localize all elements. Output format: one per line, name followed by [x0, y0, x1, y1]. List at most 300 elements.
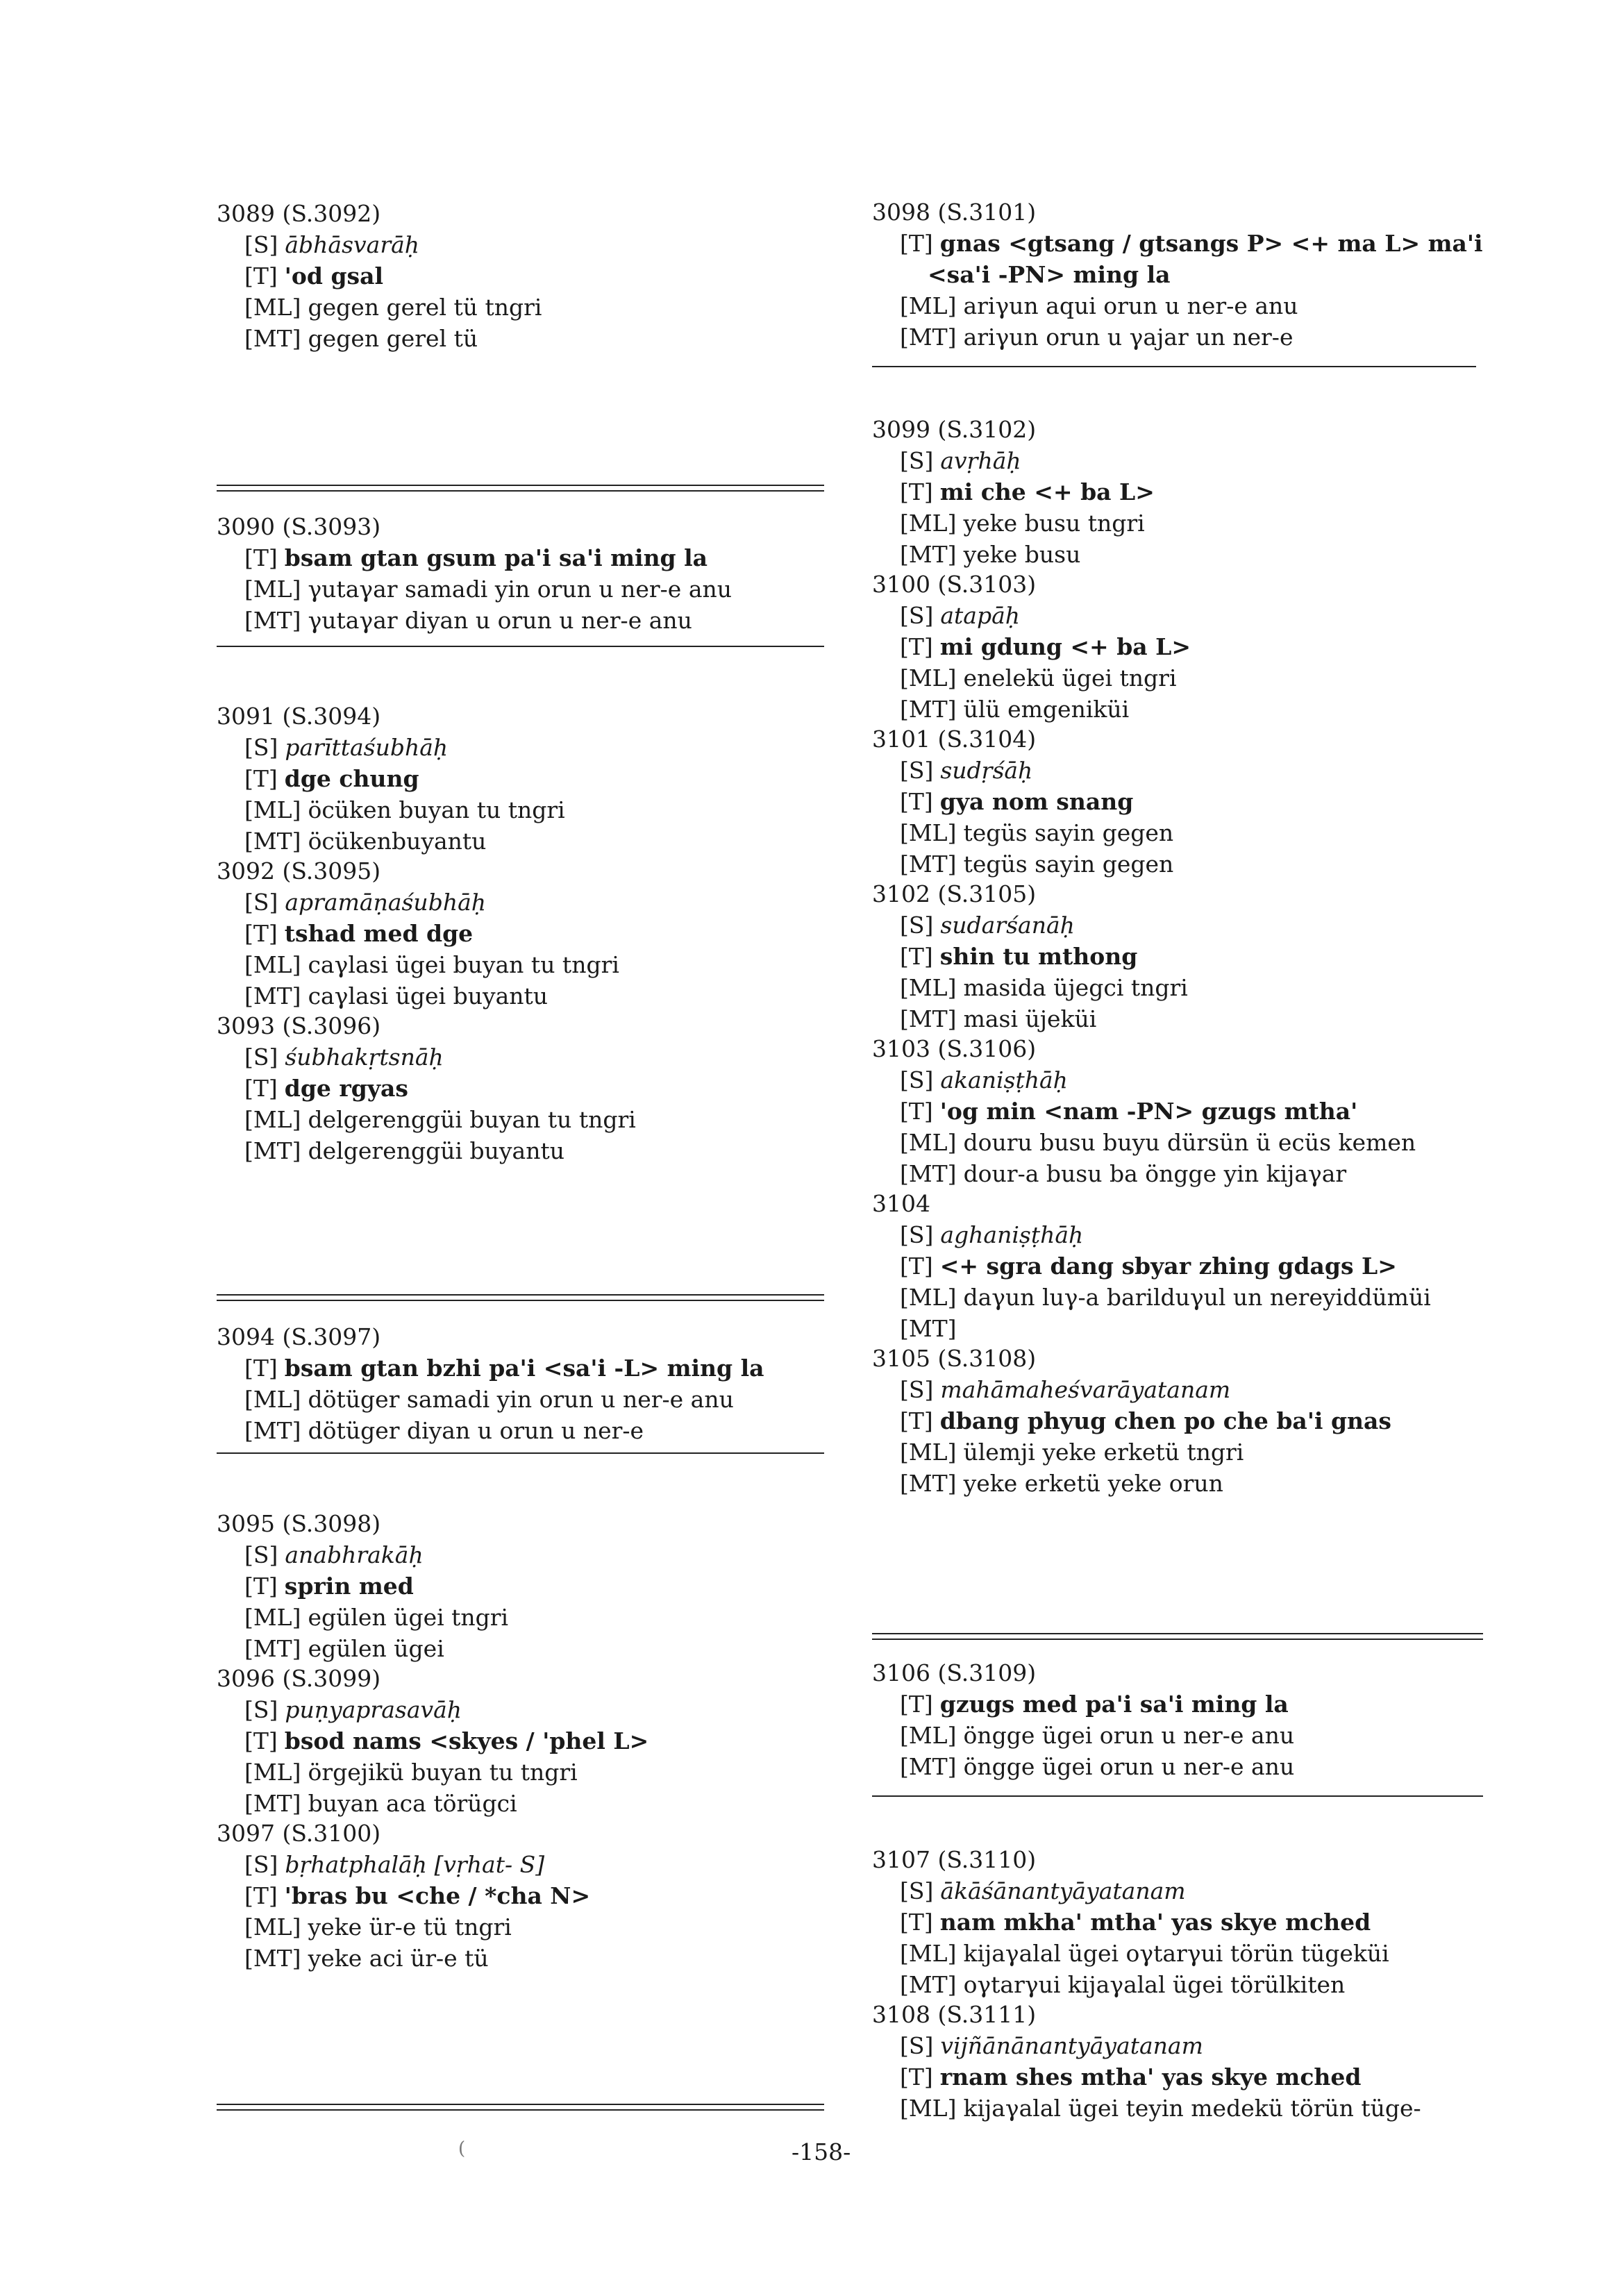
language-tag: [MT] [900, 1315, 957, 1342]
entry-text: öngge ügei orun u ner-e anu [963, 1722, 1295, 1749]
language-tag: [S] [244, 1541, 278, 1568]
entry-line [872, 1250, 1431, 1282]
language-tag: [ML] [900, 1129, 957, 1156]
entry-text: mi che <+ ba L> [939, 478, 1155, 505]
language-tag: [ML] [900, 664, 957, 692]
entry-text: akaniṣṭhāḥ [940, 1066, 1068, 1093]
entry-line [872, 1907, 1389, 1938]
entry-number: 3108 [872, 2001, 930, 2028]
entry-3089 [217, 198, 542, 354]
entry-reference: (S.3093) [282, 513, 381, 540]
entry-line [872, 817, 1173, 848]
entry-line [872, 1158, 1416, 1189]
language-tag: [ML] [244, 576, 301, 603]
entry-text: buyan aca törügci [308, 1790, 517, 1817]
entry-text: caγlasi ügei buyan tu tngri [308, 951, 619, 978]
entry-text: kijaγalal ügei oγtarγui törün tügeküi [963, 1940, 1389, 1967]
entry-3092 [217, 855, 619, 1012]
language-tag: [MT] [900, 850, 957, 878]
entry-line [217, 794, 565, 826]
language-tag: [T] [244, 1573, 278, 1600]
entry-3104 [872, 1188, 1431, 1344]
entry-reference: (S.3098) [282, 1510, 381, 1537]
language-tag: [S] [244, 1851, 278, 1878]
entry-line [217, 1849, 590, 1880]
entry-text: sudarśanāḥ [940, 912, 1075, 939]
entry-header [217, 701, 565, 732]
language-tag: [S] [900, 1877, 934, 1904]
entry-header [872, 878, 1188, 910]
entry-text: <+ sgra dang sbyar zhing gdags L> [939, 1252, 1397, 1280]
entry-number: 3089 [217, 200, 275, 227]
entry-line [217, 1415, 764, 1446]
language-tag: [S] [244, 734, 278, 761]
entry-line [872, 1282, 1431, 1313]
language-tag: [MT] [244, 1137, 301, 1164]
rule [217, 1452, 824, 1454]
language-tag: [S] [900, 1376, 934, 1403]
entry-line [217, 1725, 648, 1757]
language-tag: [T] [244, 1882, 278, 1909]
entry-text: <sa'i -PN> ming la [928, 261, 1171, 288]
entry-text: caγlasi ügei buyantu [308, 982, 549, 1009]
entry-line [217, 1943, 590, 1974]
language-tag: [MT] [244, 1790, 301, 1817]
entry-number: 3096 [217, 1665, 275, 1692]
entry-text: yeke busu [963, 541, 1081, 568]
entry-reference: (S.3095) [282, 857, 381, 885]
entry-line [217, 732, 565, 763]
language-tag: [ML] [900, 510, 957, 537]
entry-header [872, 1657, 1294, 1689]
entry-header [872, 414, 1155, 445]
entry-text: ülü emgeniküi [963, 696, 1130, 723]
entry-text: gzugs med pa'i sa'i ming la [939, 1691, 1289, 1718]
entry-line [217, 1633, 508, 1664]
entry-reference: (S.3106) [937, 1035, 1037, 1062]
entry-text: sprin med [284, 1573, 414, 1600]
scan-mark: ( [458, 2138, 466, 2159]
entry-number: 3105 [872, 1345, 930, 1372]
entry-line [217, 1041, 636, 1073]
entry-text: parīttaśubhāḥ [285, 734, 449, 761]
rule [217, 646, 824, 647]
language-tag: [MT] [900, 541, 957, 568]
entry-line [872, 755, 1173, 786]
language-tag: [T] [900, 478, 933, 505]
entry-line [217, 605, 732, 636]
entry-reference: (S.3109) [937, 1659, 1037, 1686]
language-tag: [ML] [900, 1722, 957, 1749]
entry-text: bsam gtan bzhi pa'i <sa'i -L> ming la [284, 1355, 764, 1382]
language-tag: [T] [244, 1355, 278, 1382]
language-tag: [MT] [244, 607, 301, 634]
language-tag: [MT] [244, 1417, 301, 1444]
entry-line [217, 1788, 648, 1819]
double-rule [217, 2104, 824, 2111]
entry-text: ābhāsvarāḥ [285, 231, 420, 258]
double-rule [217, 485, 824, 492]
entry-line [217, 542, 732, 573]
language-tag: [T] [900, 2063, 933, 2090]
language-tag: [MT] [244, 1635, 301, 1662]
language-tag: [ML] [244, 1386, 301, 1413]
language-tag: [ML] [900, 974, 957, 1001]
entry-text: egülen ügei [308, 1635, 444, 1662]
entry-reference: (S.3100) [282, 1820, 381, 1847]
entry-text: bṛhatphalāḥ [vṛhat- S] [285, 1851, 545, 1878]
language-tag: [MT] [900, 1753, 957, 1780]
entry-text: daγun luγ-a barilduγul un nereyiddümüi [963, 1284, 1431, 1311]
entry-line [217, 323, 542, 354]
entry-line [217, 826, 565, 857]
entry-line [217, 1073, 636, 1104]
double-rule [217, 1294, 824, 1301]
entry-text: atapāḥ [940, 602, 1021, 629]
entry-text: ülemji yeke erketü tngri [963, 1439, 1244, 1466]
language-tag: [MT] [900, 1005, 957, 1032]
entry-text: mahāmaheśvarāyatanam [940, 1376, 1231, 1403]
entry-text: öngge ügei orun u ner-e anu [963, 1753, 1295, 1780]
entry-3101 [872, 723, 1173, 880]
entry-text: 'og min <nam -PN> gzugs mtha' [939, 1098, 1358, 1125]
entry-reference: (S.3097) [282, 1323, 381, 1350]
entry-number: 3099 [872, 416, 930, 443]
entry-line [872, 1096, 1416, 1127]
language-tag: [S] [900, 1221, 934, 1248]
language-tag: [S] [900, 2032, 934, 2059]
entry-text: dge chung [284, 765, 419, 792]
entry-text: gegen gerel tü tngri [308, 294, 542, 321]
double-rule [872, 1633, 1483, 1640]
entry-line [217, 1135, 636, 1166]
entry-line [872, 1313, 1431, 1344]
entry-line [872, 941, 1188, 972]
entry-number: 3106 [872, 1659, 930, 1686]
entry-line [872, 1468, 1391, 1499]
entry-line [872, 539, 1155, 570]
entry-line [217, 1694, 648, 1725]
language-tag: [T] [244, 1727, 278, 1754]
entry-text: apramāṇaśubhāḥ [285, 889, 486, 916]
language-tag: [ML] [244, 951, 301, 978]
entry-line [872, 2093, 1421, 2124]
page-number: -158- [792, 2138, 851, 2165]
entry-reference: (S.3099) [282, 1665, 381, 1692]
entry-header [217, 511, 732, 542]
entry-3094 [217, 1321, 764, 1446]
language-tag: [ML] [900, 1284, 957, 1311]
entry-text: vijñānānantyāyatanam [940, 2032, 1203, 2059]
entry-text: kijaγalal ügei teyin medekü törün tüge- [963, 2095, 1421, 2122]
entry-line [217, 1570, 508, 1602]
language-tag: [ML] [900, 1940, 957, 1967]
entry-text: shin tu mthong [939, 943, 1138, 970]
entry-text: delgerenggüi buyan tu tngri [308, 1106, 636, 1133]
entry-text: bsam gtan gsum pa'i sa'i ming la [284, 544, 708, 571]
entry-reference: (S.3108) [937, 1345, 1037, 1372]
entry-line [872, 228, 1483, 259]
entry-line [217, 260, 542, 292]
language-tag: [T] [900, 1691, 933, 1718]
entry-reference: (S.3104) [937, 726, 1037, 753]
entry-text: ariγun orun u γajar un ner-e [963, 324, 1294, 351]
entry-line [217, 573, 732, 605]
entry-header [872, 196, 1483, 228]
language-tag: [T] [900, 788, 933, 815]
language-tag: [S] [900, 602, 934, 629]
entry-line [217, 1757, 648, 1788]
entry-header [872, 723, 1173, 755]
language-tag: [ML] [900, 819, 957, 846]
entry-line [872, 600, 1191, 631]
entry-3093 [217, 1010, 636, 1166]
language-tag: [S] [244, 1044, 278, 1071]
entry-line [872, 1689, 1294, 1720]
language-tag: [ML] [900, 1439, 957, 1466]
entry-text: rnam shes mtha' yas skye mched [939, 2063, 1362, 2090]
entry-3103 [872, 1033, 1416, 1189]
language-tag: [S] [244, 889, 278, 916]
language-tag: [ML] [900, 292, 957, 319]
entry-header [217, 1508, 508, 1539]
entry-text: śubhakṛtsnāḥ [285, 1044, 444, 1071]
entry-number: 3091 [217, 703, 275, 730]
entry-line [217, 918, 619, 949]
entry-text: örgejikü buyan tu tngri [308, 1759, 578, 1786]
entry-text: yeke busu tngri [963, 510, 1145, 537]
entry-number: 3098 [872, 199, 930, 226]
entry-header [217, 1321, 764, 1352]
entry-line [217, 1539, 508, 1570]
language-tag: [MT] [244, 325, 301, 352]
entry-number: 3100 [872, 571, 930, 598]
entry-line [872, 1751, 1294, 1782]
entry-number: 3103 [872, 1035, 930, 1062]
entry-text: yeke erketü yeke orun [963, 1470, 1223, 1497]
entry-header [872, 1999, 1421, 2030]
entry-number: 3101 [872, 726, 930, 753]
entry-text: masida üjegci tngri [963, 974, 1188, 1001]
entry-text: oγtarγui kijaγalal ügei törülkiten [963, 1971, 1346, 1998]
entry-text: aghaniṣṭhāḥ [940, 1221, 1084, 1248]
entry-reference: (S.3110) [937, 1846, 1037, 1873]
entry-text: dour-a busu ba öngge yin kijaγar [963, 1160, 1347, 1187]
entry-line [872, 1436, 1391, 1468]
language-tag: [T] [244, 920, 278, 947]
entry-3107 [872, 1844, 1389, 2000]
entry-line [872, 910, 1188, 941]
entry-line [872, 508, 1155, 539]
entry-reference: (S.3105) [937, 880, 1037, 907]
entry-line [872, 786, 1173, 817]
rule [872, 1795, 1483, 1797]
entry-line [872, 1938, 1389, 1969]
language-tag: [ML] [244, 796, 301, 823]
entry-text: enelekü ügei tngri [963, 664, 1177, 692]
entry-text: dötüger diyan u orun u ner-e [308, 1417, 644, 1444]
entry-text: delgerenggüi buyantu [308, 1137, 564, 1164]
entry-line [872, 1875, 1389, 1907]
entry-line [872, 1969, 1389, 2000]
entry-text: tshad med dge [284, 920, 474, 947]
entry-3108 [872, 1999, 1421, 2124]
entry-line [872, 1720, 1294, 1751]
language-tag: [ML] [244, 294, 301, 321]
entry-text: dbang phyug chen po che ba'i gnas [939, 1407, 1391, 1434]
entry-line [217, 229, 542, 260]
language-tag: [T] [900, 633, 933, 660]
language-tag: [MT] [900, 324, 957, 351]
language-tag: [S] [900, 447, 934, 474]
entry-3098 [872, 196, 1483, 353]
entry-header [217, 855, 619, 887]
entry-3096 [217, 1663, 648, 1819]
entry-line [872, 848, 1173, 880]
entry-line [872, 694, 1191, 725]
entry-header [872, 1033, 1416, 1064]
entry-line [872, 1064, 1416, 1096]
entry-number: 3097 [217, 1820, 275, 1847]
entry-reference: (S.3096) [282, 1012, 381, 1039]
entry-3100 [872, 569, 1191, 725]
entry-reference: (S.3101) [937, 199, 1037, 226]
entry-header [217, 198, 542, 229]
entry-text: γutaγar diyan u orun u ner-e anu [308, 607, 692, 634]
language-tag: [MT] [900, 696, 957, 723]
entry-line [217, 292, 542, 323]
language-tag: [ML] [244, 1913, 301, 1941]
entry-text: dge rgyas [284, 1075, 408, 1102]
language-tag: [ML] [900, 2095, 957, 2122]
entry-number: 3095 [217, 1510, 275, 1537]
language-tag: [S] [900, 1066, 934, 1093]
entry-line [217, 980, 619, 1012]
entry-text: tegüs sayin gegen [963, 819, 1174, 846]
entry-text: masi üjeküi [963, 1005, 1097, 1032]
entry-line [872, 2061, 1421, 2093]
entry-line [872, 631, 1191, 662]
entry-number: 3093 [217, 1012, 275, 1039]
entry-3099 [872, 414, 1155, 570]
entry-text: puṇyaprasavāḥ [285, 1696, 462, 1723]
entry-number: 3092 [217, 857, 275, 885]
language-tag: [MT] [900, 1971, 957, 1998]
entry-text: ariγun aqui orun u ner-e anu [963, 292, 1298, 319]
entry-line [217, 949, 619, 980]
language-tag: [T] [244, 262, 278, 290]
entry-line [872, 1374, 1391, 1405]
entry-number: 3090 [217, 513, 275, 540]
entry-line [872, 972, 1188, 1003]
language-tag: [T] [244, 765, 278, 792]
entry-3091 [217, 701, 565, 857]
language-tag: [T] [900, 1252, 933, 1280]
entry-line [217, 1352, 764, 1384]
entry-text: dötüger samadi yin orun u ner-e anu [308, 1386, 734, 1413]
entry-line [872, 1003, 1188, 1034]
entry-text: γutaγar samadi yin orun u ner-e anu [308, 576, 733, 603]
entry-header [217, 1818, 590, 1849]
entry-text: gnas <gtsang / gtsangs P> <+ ma L> ma'i [939, 230, 1483, 257]
entry-reference: (S.3102) [937, 416, 1037, 443]
entry-number: 3102 [872, 880, 930, 907]
entry-line [872, 445, 1155, 476]
language-tag: [S] [244, 1696, 278, 1723]
entry-header [872, 1844, 1389, 1875]
entry-3106 [872, 1657, 1294, 1782]
entry-header [217, 1663, 648, 1694]
language-tag: [S] [900, 912, 934, 939]
entry-number: 3104 [872, 1190, 930, 1217]
entry-text: avṛhāḥ [940, 447, 1021, 474]
entry-header [872, 569, 1191, 600]
language-tag: [MT] [244, 1945, 301, 1972]
language-tag: [T] [900, 230, 933, 257]
language-tag: [ML] [244, 1604, 301, 1631]
entry-text: bsod nams <skyes / 'phel L> [284, 1727, 649, 1754]
language-tag: [S] [244, 231, 278, 258]
rule [872, 366, 1476, 367]
entry-line [217, 1911, 590, 1943]
entry-3095 [217, 1508, 508, 1664]
entry-text: tegüs sayin gegen [963, 850, 1174, 878]
language-tag: [T] [900, 1909, 933, 1936]
language-tag: [MT] [244, 982, 301, 1009]
entry-line [217, 1384, 764, 1415]
entry-3105 [872, 1343, 1391, 1499]
entry-text: sudṛśāḥ [940, 757, 1033, 784]
entry-number: 3107 [872, 1846, 930, 1873]
entry-reference: (S.3092) [282, 200, 381, 227]
entry-line [872, 321, 1483, 353]
entry-line [872, 1219, 1431, 1250]
language-tag: [T] [900, 943, 933, 970]
language-tag: [T] [900, 1407, 933, 1434]
entry-line [872, 476, 1155, 508]
language-tag: [T] [244, 1075, 278, 1102]
entry-text: yeke aci ür-e tü [308, 1945, 489, 1972]
entry-3097 [217, 1818, 590, 1974]
entry-text: douru busu buyu dürsün ü ecüs kemen [963, 1129, 1416, 1156]
entry-line [872, 662, 1191, 694]
language-tag: [S] [900, 757, 934, 784]
entry-number: 3094 [217, 1323, 275, 1350]
language-tag: [MT] [900, 1160, 957, 1187]
language-tag: [MT] [244, 828, 301, 855]
entry-text: nam mkha' mtha' yas skye mched [939, 1909, 1371, 1936]
entry-header [217, 1010, 636, 1041]
entry-text: öcükenbuyantu [308, 828, 487, 855]
entry-line [872, 2030, 1421, 2061]
entry-line [872, 1405, 1391, 1436]
entry-text: öcüken buyan tu tngri [308, 796, 565, 823]
entry-text: egülen ügei tngri [308, 1604, 509, 1631]
language-tag: [ML] [244, 1759, 301, 1786]
entry-header [872, 1343, 1391, 1374]
language-tag: [T] [900, 1098, 933, 1125]
entry-3102 [872, 878, 1188, 1034]
entry-3090 [217, 511, 732, 636]
entry-line [872, 290, 1483, 321]
entry-reference: (S.3111) [937, 2001, 1037, 2028]
entry-text: gya nom snang [939, 788, 1134, 815]
entry-line [872, 1127, 1416, 1158]
language-tag: [ML] [244, 1106, 301, 1133]
language-tag: [T] [244, 544, 278, 571]
entry-text: gegen gerel tü [308, 325, 478, 352]
entry-line [217, 1602, 508, 1633]
